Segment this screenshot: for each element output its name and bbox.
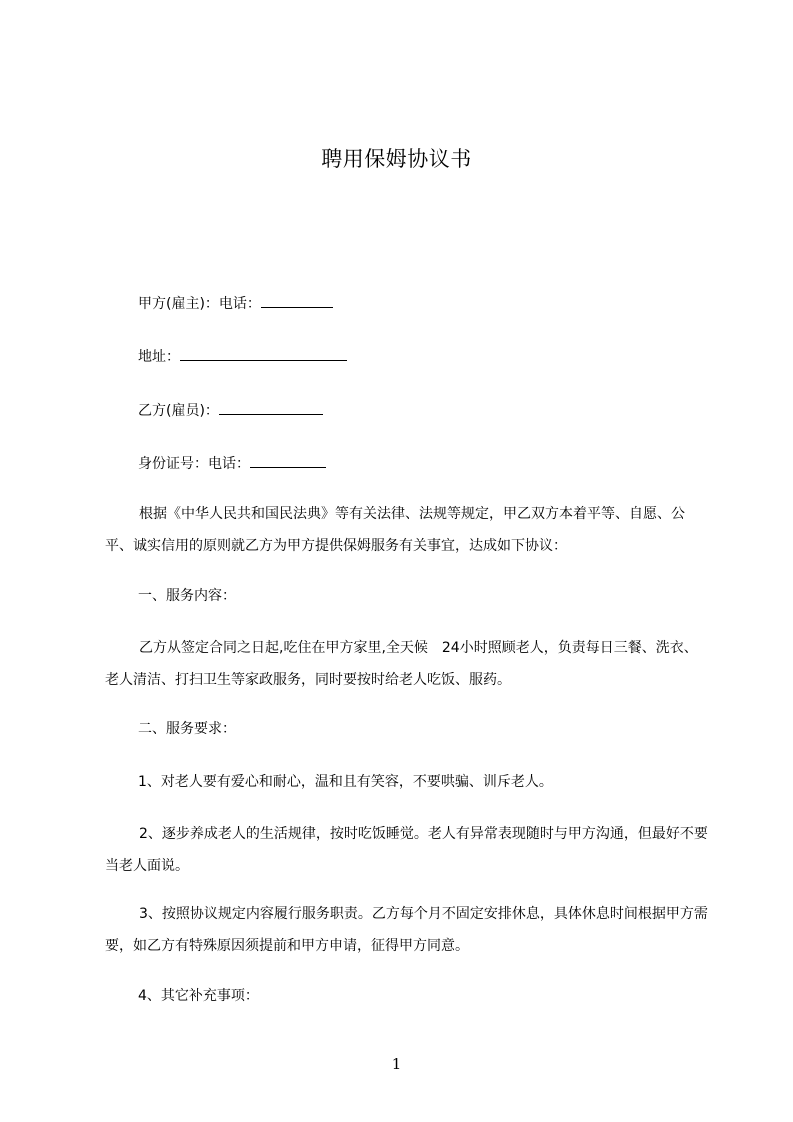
- section2-heading: 二、服务要求：: [138, 721, 236, 737]
- party-b-line: [138, 399, 743, 420]
- address-label: 地址：: [138, 349, 180, 365]
- intro-text: 根据《中华人民共和国民法典》等有关法律、法规等规定，甲乙双方本着平等、自愿、公平、诚实信用的原则就乙方为甲方提供保姆服务有关事宜，达成如下协议：: [105, 506, 685, 554]
- party-a-label: 甲方(雇主)：电话：: [138, 296, 261, 312]
- section1-heading: 一、服务内容：: [138, 588, 236, 604]
- requirement-1: 1、对老人要有爱心和耐心，温和且有笑容，不要哄骗、训斥老人。: [138, 774, 553, 790]
- requirement-2-text: 2、逐步养成老人的生活规律，按时吃饭睡觉。老人有异常表现随时与甲方沟通，但最好不要当老人面说。: [105, 826, 708, 874]
- address-line: [138, 345, 743, 366]
- page-number: 1: [391, 1055, 402, 1073]
- id-phone-line: [138, 452, 743, 473]
- section1-text: 乙方从签定合同之日起,吃住在甲方家里,全天候 24小时照顾老人，负责每日三餐、洗衣、老人清洁、打扫卫生等家政服务，同时要按时给老人吃饭、服药。: [105, 640, 698, 688]
- party-a-line: [138, 292, 743, 313]
- document-title: 聘用保姆协议书: [321, 147, 472, 171]
- requirement-3: [105, 898, 710, 962]
- id-phone-blank: [250, 452, 326, 468]
- requirement-2: [105, 818, 710, 882]
- address-blank: [180, 345, 347, 361]
- party-b-blank: [219, 399, 323, 415]
- id-phone-label: 身份证号：电话：: [138, 456, 250, 472]
- intro-paragraph: [105, 498, 710, 562]
- section1-body: [105, 632, 710, 696]
- party-b-label: 乙方(雇员)：: [138, 403, 219, 419]
- requirement-4: 4、其它补充事项：: [138, 988, 259, 1004]
- requirement-3-text: 3、按照协议规定内容履行服务职责。乙方每个月不固定安排休息，具体休息时间根据甲方需要，如乙方有特殊原因须提前和甲方申请，征得甲方同意。: [105, 906, 708, 954]
- party-a-phone-blank: [261, 292, 333, 308]
